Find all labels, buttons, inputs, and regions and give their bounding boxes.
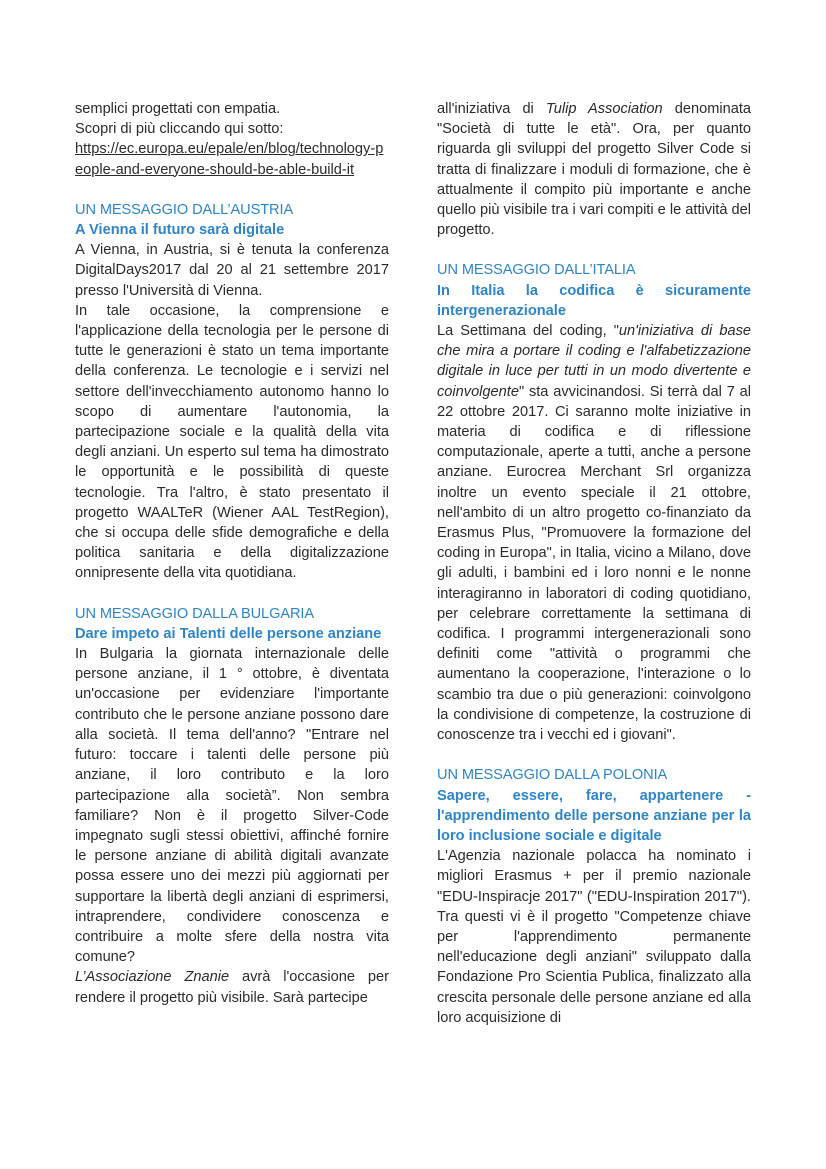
intro-link-paragraph — [75, 139, 389, 179]
austria-paragraph-2: In tale occasione, la comprensione e l'applicazione della tecnologia per le persone di tutte le generazioni è stato un tema importante della conferenza. Le tecnologie e i servizi nel settore dell'invecchiamento autonomo hanno lo scopo di aumentare l'autonomia, la partecipazione sociale e la qualità della vita degli anziani. Un esperto sul tema ha dimostrato le opportunità e le possibilità di queste tecnologie. Tra l'altro, è stato presentato il progetto WAALTeR (Wiener AAL TestRegion), che si occupa delle sfide demografiche e della politica sanitaria e della digitalizzazione onnipresente della vita quotidiana. — [75, 302, 389, 582]
right-column — [437, 99, 751, 1028]
bulgaria-paragraph-1: In Bulgaria la giornata internazionale delle persone anziane, il 1 ° ottobre, è diventata un'occasione per evidenziare l'importante contributo che le persone anziane possono dare alla società. Il tema dell'anno? "Entrare nel futuro: toccare i talenti delle persone più anziane, il loro contributo e la loro partecipazione alla società”. Non sembra familiare? Non è il progetto Silver-Code impegnato sugli stessi obiettivi, affinché fornire le persone anziane di abilità digitali avanzate possa essere uno dei mezzi più aggiornati per supportare la libertà degli anziani di esprimersi, intraprendere, condividere conoscenza e contribuire a molte sfere della nostra vita comune? — [75, 646, 389, 966]
bulgaria-paragraph-2-rest: avrà l'occasione per rendere il progetto più visibile. Sarà partecipe — [75, 969, 390, 1006]
italia-section-subtitle: In Italia la codifica è sicuramente intergenerazionale — [437, 282, 751, 319]
epale-blog-link[interactable]: https://ec.europa.eu/epale/en/blog/technology-people-and-everyone-should-be-able-build-it — [75, 141, 384, 178]
continuation-paragraph — [437, 99, 751, 240]
intro-text-1: semplici progettati con empatia. — [75, 101, 281, 117]
italia-post: " sta avvicinandosi. Si terrà dal 7 al 22 ottobre 2017. Ci saranno molte iniziative in materia di codifica e di riflessione computazionale, aperte a tutti, anche a persone anziane. Eurocrea Merchant Srl organizza inoltre un evento speciale il 21 ottobre, nell'ambito di un altro progetto co-finanziato da Erasmus Plus, "Promuovere la formazione del coding in Europa", in Italia, vicino a Milano, dove gli adulti, i bambini ed i loro nonni e le nonne interagiranno in laboratori di coding quotidiano, per celebrare correttamente la settimana di codifica. I programmi intergenerazionali sono definiti come "attività o programmi che aumentano la cooperazione, l'interazione o lo scambio tra due o più generazioni: coinvolgono la condivisione di competenze, la costruzione di conoscenze tra i vecchi ed i giovani". — [437, 383, 751, 744]
italia-paragraph — [437, 321, 751, 745]
left-column — [75, 99, 389, 1008]
bulgaria-section-subtitle: Dare impeto ai Talenti delle persone anziane — [75, 625, 382, 642]
polonia-paragraph: L'Agenzia nazionale polacca ha nominato i migliori Erasmus + per il premio nazionale "EDU-Inspiracje 2017" ("EDU-Inspiration 2017"). Tra questi vi è il progetto "Competenze chiave per l'apprendimento permanente nell'educazione degli anziani" sviluppato dalla Fondazione Pro Scientia Publica, finalizzato alla crescita personale delle persone anziane ed alla loro acquisizione di — [437, 848, 751, 1026]
italia-quote: un'iniziativa di base che mira a portare il coding e l'alfabetizzazione digitale in luce per tutti in un modo divertente e coinvolgente — [437, 323, 751, 400]
italia-pre: La Settimana del coding, " — [437, 323, 619, 340]
bulgaria-paragraph-2 — [75, 967, 389, 1007]
italia-section-title: UN MESSAGGIO DALL’ITALIA — [437, 262, 636, 279]
continuation-post: denominata "Società di tutte le età". Ora, per quanto riguarda gli sviluppi del progetto Silver Code si tratta di finalizzare i moduli di formazione, che è attualmente il compito più importante e anche quello più visibile tra i vari compiti e le attività del progetto. — [437, 101, 751, 239]
austria-section-subtitle: A Vienna il futuro sarà digitale — [75, 222, 285, 239]
austria-paragraph-1: A Vienna, in Austria, si è tenuta la conferenza DigitalDays2017 dal 20 al 21 settembre 2017 presso l'Università di Vienna. — [75, 242, 389, 299]
continuation-pre: all'iniziativa di — [437, 101, 546, 117]
intro-text-2: Scopri di più cliccando qui sotto: — [75, 121, 284, 138]
znanie-association-name: L’Associazione Znanie — [75, 969, 230, 986]
tulip-association-name: Tulip Association — [545, 101, 663, 117]
polonia-section-subtitle: Sapere, essere, fare, appartenere - l'apprendimento delle persone anziane per la loro inclusione sociale e digitale — [437, 787, 751, 844]
austria-section-title: UN MESSAGGIO DALL’AUSTRIA — [75, 201, 294, 218]
polonia-section-title: UN MESSAGGIO DALLA POLONIA — [437, 767, 668, 784]
bulgaria-section-title: UN MESSAGGIO DALLA BULGARIA — [75, 605, 314, 622]
